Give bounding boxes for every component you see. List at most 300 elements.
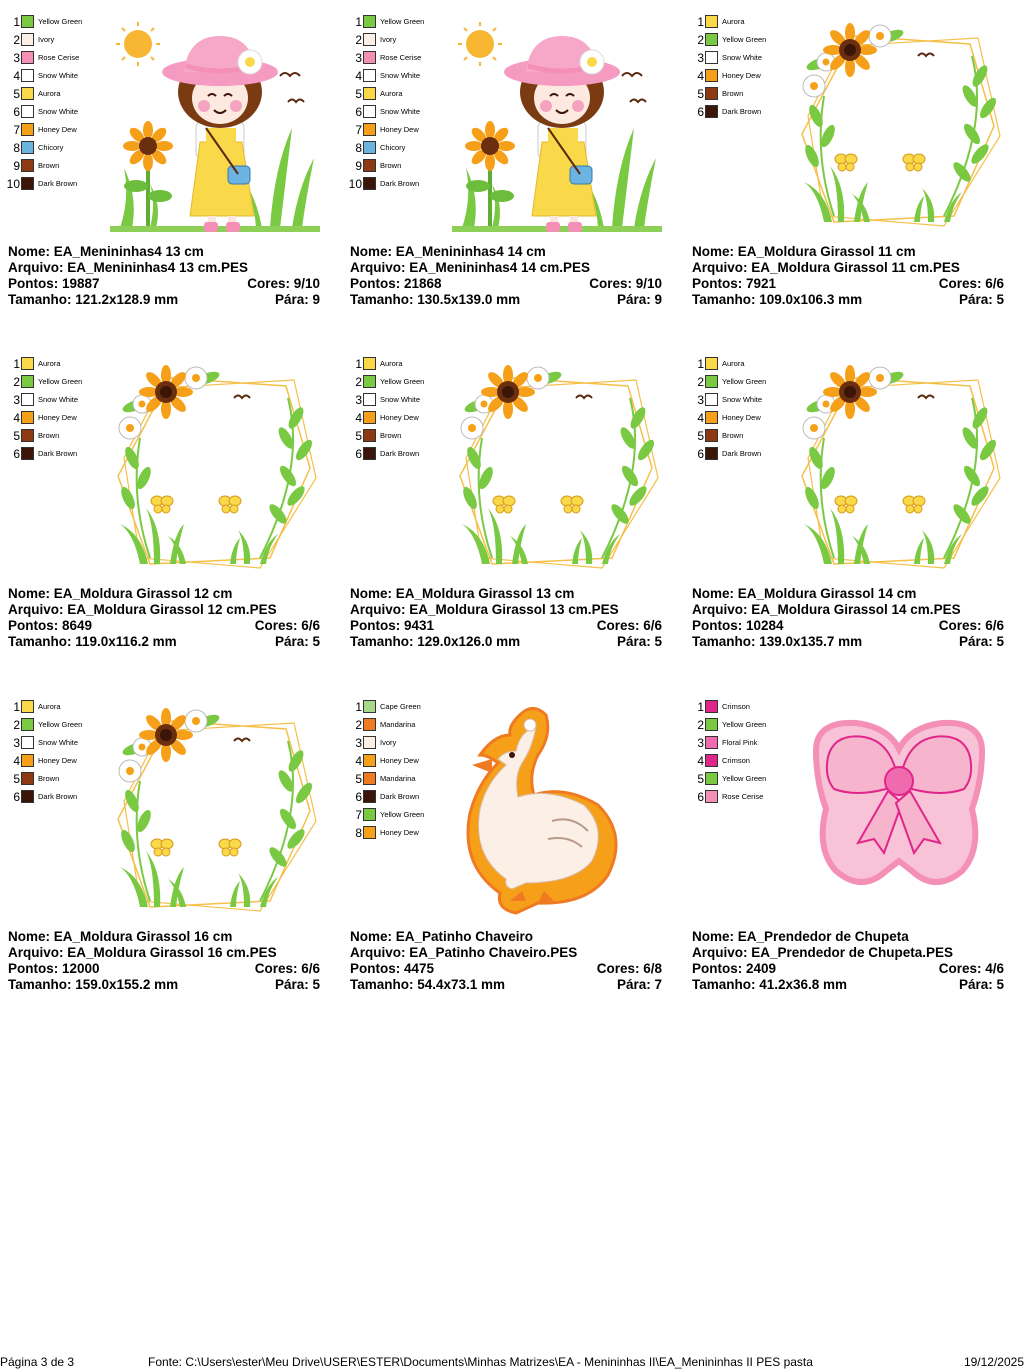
color-swatch <box>705 790 718 803</box>
design-size-left: Tamanho: 41.2x36.8 mm <box>692 977 848 992</box>
design-file-left: Arquivo: EA_Menininhas4 14 cm.PES <box>350 260 591 275</box>
thread-name: Dark Brown <box>380 792 420 801</box>
legend-number: 7 <box>355 123 362 137</box>
thread-name: Aurora <box>38 359 61 368</box>
design-info <box>8 244 320 308</box>
design-info <box>692 586 1004 650</box>
thread-name: Snow White <box>380 107 421 116</box>
stitch-count <box>350 618 662 634</box>
legend-number: 2 <box>13 375 20 389</box>
color-swatch <box>21 429 34 442</box>
design-file-left: Arquivo: EA_Moldura Girassol 16 cm.PES <box>8 945 277 960</box>
thread-name: Honey Dew <box>38 413 77 422</box>
design-file-left: Arquivo: EA_Moldura Girassol 14 cm.PES <box>692 602 961 617</box>
legend-number: 4 <box>697 754 704 768</box>
stitch-count <box>350 276 662 292</box>
stitch-count-left: Pontos: 8649 <box>8 618 93 633</box>
design-name-left: Nome: EA_Moldura Girassol 16 cm <box>8 929 233 944</box>
thread-name: Yellow Green <box>722 720 767 729</box>
legend-number: 10 <box>348 177 362 191</box>
stitch-count-right: Cores: 6/8 <box>596 961 662 976</box>
color-swatch <box>21 159 34 172</box>
color-swatch <box>705 754 718 767</box>
color-swatch <box>705 736 718 749</box>
legend-number: 5 <box>355 87 362 101</box>
stitch-count <box>8 276 320 292</box>
design-card <box>342 685 662 1005</box>
legend-number: 1 <box>355 15 362 29</box>
color-swatch <box>21 700 34 713</box>
design-name-left: Nome: EA_Menininhas4 14 cm <box>350 244 546 259</box>
design-card <box>0 0 320 320</box>
legend-number: 7 <box>13 123 20 137</box>
color-swatch <box>21 411 34 424</box>
color-swatch <box>21 87 34 100</box>
thread-name: Snow White <box>380 71 421 80</box>
color-swatch <box>363 51 376 64</box>
legend-number: 3 <box>697 736 704 750</box>
design-info <box>8 929 320 993</box>
stitch-count-right: Cores: 6/6 <box>938 618 1004 633</box>
embroidery-preview <box>452 16 662 232</box>
color-swatch <box>705 411 718 424</box>
thread-name: Brown <box>722 431 744 440</box>
thread-name: Yellow Green <box>722 35 767 44</box>
legend-number: 6 <box>13 447 20 461</box>
color-swatch <box>705 700 718 713</box>
legend-number: 1 <box>13 15 20 29</box>
design-file <box>8 602 320 618</box>
legend-number: 1 <box>13 700 20 714</box>
design-size-right: Pára: 5 <box>274 634 320 649</box>
thread-name: Dark Brown <box>380 449 420 458</box>
legend-number: 6 <box>13 790 20 804</box>
thread-name: Aurora <box>722 359 745 368</box>
legend-number: 4 <box>13 69 20 83</box>
stitch-count-left: Pontos: 2409 <box>692 961 777 976</box>
legend-number: 2 <box>355 375 362 389</box>
legend-number: 5 <box>697 87 704 101</box>
legend-number: 6 <box>355 447 362 461</box>
color-swatch <box>363 15 376 28</box>
design-name <box>692 929 1004 945</box>
color-swatch <box>363 700 376 713</box>
design-name <box>8 929 320 945</box>
legend-number: 8 <box>13 141 20 155</box>
embroidery-preview <box>794 16 1004 232</box>
design-size-left: Tamanho: 109.0x106.3 mm <box>692 292 863 307</box>
stitch-count-left: Pontos: 19887 <box>8 276 100 291</box>
color-swatch <box>705 87 718 100</box>
color-swatch <box>363 429 376 442</box>
thread-name: Ivory <box>380 35 397 44</box>
design-size-left: Tamanho: 139.0x135.7 mm <box>692 634 863 649</box>
design-file <box>350 945 662 961</box>
thread-name: Brown <box>38 161 60 170</box>
color-swatch <box>21 69 34 82</box>
design-size <box>350 634 662 650</box>
color-swatch <box>363 411 376 424</box>
stitch-count-left: Pontos: 21868 <box>350 276 442 291</box>
color-swatch <box>363 141 376 154</box>
design-file <box>8 260 320 276</box>
design-size <box>692 292 1004 308</box>
legend-number: 2 <box>697 718 704 732</box>
legend-number: 5 <box>13 87 20 101</box>
color-swatch <box>705 105 718 118</box>
design-file <box>692 602 1004 618</box>
design-info <box>350 244 662 308</box>
thread-name: Mandarina <box>380 720 416 729</box>
color-swatch <box>705 375 718 388</box>
stitch-count-left: Pontos: 7921 <box>692 276 777 291</box>
stitch-count-right: Cores: 6/6 <box>254 961 320 976</box>
legend-number: 4 <box>355 69 362 83</box>
page-number: Página 3 de 3 <box>0 1355 75 1369</box>
legend-number: 3 <box>697 393 704 407</box>
design-size-right: Pára: 5 <box>274 977 320 992</box>
color-swatch <box>705 718 718 731</box>
color-swatch <box>363 357 376 370</box>
design-name-left: Nome: EA_Moldura Girassol 12 cm <box>8 586 233 601</box>
design-size <box>692 634 1004 650</box>
thread-name: Snow White <box>380 395 421 404</box>
legend-number: 6 <box>355 105 362 119</box>
design-size-right: Pára: 7 <box>616 977 662 992</box>
legend-number: 2 <box>13 718 20 732</box>
embroidery-preview <box>452 358 662 574</box>
thread-name: Brown <box>722 89 744 98</box>
design-size-right: Pára: 5 <box>616 634 662 649</box>
thread-name: Aurora <box>722 17 745 26</box>
legend-number: 3 <box>13 51 20 65</box>
thread-name: Honey Dew <box>380 413 419 422</box>
thread-name: Snow White <box>38 395 79 404</box>
color-swatch <box>363 826 376 839</box>
color-swatch <box>705 393 718 406</box>
design-file-left: Arquivo: EA_Moldura Girassol 11 cm.PES <box>692 260 960 275</box>
color-swatch <box>363 177 376 190</box>
design-file-left: Arquivo: EA_Menininhas4 13 cm.PES <box>8 260 249 275</box>
legend-number: 8 <box>355 141 362 155</box>
color-swatch <box>363 772 376 785</box>
design-card <box>342 342 662 662</box>
legend-number: 6 <box>697 447 704 461</box>
thread-name: Brown <box>38 774 60 783</box>
color-swatch <box>705 15 718 28</box>
design-size <box>350 292 662 308</box>
embroidery-preview <box>794 358 1004 574</box>
color-swatch <box>21 790 34 803</box>
color-swatch <box>363 87 376 100</box>
design-size-right: Pára: 5 <box>958 292 1004 307</box>
design-size-left: Tamanho: 119.0x116.2 mm <box>8 634 177 649</box>
design-info <box>692 244 1004 308</box>
color-swatch <box>705 772 718 785</box>
stitch-count-left: Pontos: 4475 <box>350 961 435 976</box>
stitch-count-right: Cores: 9/10 <box>589 276 662 291</box>
embroidery-preview <box>110 701 320 917</box>
design-name-left: Nome: EA_Moldura Girassol 13 cm <box>350 586 575 601</box>
design-size-right: Pára: 9 <box>274 292 320 307</box>
design-name <box>350 244 662 260</box>
legend-number: 6 <box>697 790 704 804</box>
legend-number: 1 <box>13 357 20 371</box>
stitch-count-left: Pontos: 10284 <box>692 618 784 633</box>
design-size <box>8 977 320 993</box>
page-footer <box>0 1355 1024 1369</box>
design-card <box>684 0 1004 320</box>
color-swatch <box>705 357 718 370</box>
stitch-count-right: Cores: 9/10 <box>247 276 320 291</box>
design-card <box>342 0 662 320</box>
thread-name: Honey Dew <box>722 71 761 80</box>
design-size-left: Tamanho: 121.2x128.9 mm <box>8 292 179 307</box>
color-swatch <box>21 375 34 388</box>
thread-name: Dark Brown <box>38 792 78 801</box>
color-swatch <box>705 447 718 460</box>
stitch-count-left: Pontos: 9431 <box>350 618 435 633</box>
design-file <box>350 260 662 276</box>
thread-name: Aurora <box>38 702 61 711</box>
thread-name: Aurora <box>38 89 61 98</box>
design-name <box>8 586 320 602</box>
color-swatch <box>21 177 34 190</box>
stitch-count <box>692 276 1004 292</box>
design-card <box>0 685 320 1005</box>
source-path: Fonte: C:\Users\ester\Meu Drive\USER\ESTER\Documents\Minhas Matrizes\EA - Menininhas II\EA_Menininhas II PES pasta <box>148 1355 813 1369</box>
design-size-left: Tamanho: 130.5x139.0 mm <box>350 292 521 307</box>
legend-number: 3 <box>355 51 362 65</box>
design-name-left: Nome: EA_Prendedor de Chupeta <box>692 929 909 944</box>
design-size <box>350 977 662 993</box>
thread-name: Honey Dew <box>38 756 77 765</box>
design-name-left: Nome: EA_Menininhas4 13 cm <box>8 244 204 259</box>
color-swatch <box>363 736 376 749</box>
design-file-left: Arquivo: EA_Moldura Girassol 13 cm.PES <box>350 602 619 617</box>
legend-number: 4 <box>697 69 704 83</box>
thread-name: Mandarina <box>380 774 416 783</box>
color-swatch <box>21 447 34 460</box>
legend-number: 4 <box>13 411 20 425</box>
stitch-count-right: Cores: 6/6 <box>596 618 662 633</box>
color-swatch <box>363 69 376 82</box>
color-swatch <box>21 51 34 64</box>
design-info <box>692 929 1004 993</box>
legend-number: 6 <box>697 105 704 119</box>
color-swatch <box>363 718 376 731</box>
color-swatch <box>363 754 376 767</box>
legend-number: 9 <box>355 159 362 173</box>
legend-number: 5 <box>697 772 704 786</box>
thread-name: Brown <box>380 161 402 170</box>
legend-number: 6 <box>13 105 20 119</box>
color-swatch <box>363 447 376 460</box>
stitch-count-right: Cores: 6/6 <box>254 618 320 633</box>
legend-number: 1 <box>697 357 704 371</box>
stitch-count <box>692 618 1004 634</box>
legend-number: 2 <box>697 375 704 389</box>
design-file-left: Arquivo: EA_Prendedor de Chupeta.PES <box>692 945 954 960</box>
design-file <box>692 260 1004 276</box>
legend-number: 1 <box>697 700 704 714</box>
color-swatch <box>363 105 376 118</box>
design-name-left: Nome: EA_Moldura Girassol 14 cm <box>692 586 917 601</box>
thread-name: Rose Cerise <box>380 53 422 62</box>
legend-number: 9 <box>13 159 20 173</box>
stitch-count <box>8 618 320 634</box>
print-date: 19/12/2025 <box>963 1355 1024 1369</box>
legend-number: 5 <box>355 772 362 786</box>
thread-name: Honey Dew <box>380 828 419 837</box>
design-info <box>350 586 662 650</box>
stitch-count-right: Cores: 4/6 <box>938 961 1004 976</box>
embroidery-preview <box>110 358 320 574</box>
thread-name: Chicory <box>380 143 406 152</box>
design-size-right: Pára: 5 <box>958 977 1004 992</box>
color-swatch <box>363 790 376 803</box>
thread-name: Snow White <box>38 107 79 116</box>
thread-name: Snow White <box>722 53 763 62</box>
color-swatch <box>363 33 376 46</box>
sun-icon <box>458 22 502 66</box>
thread-name: Honey Dew <box>38 125 77 134</box>
thread-name: Dark Brown <box>722 449 762 458</box>
design-size <box>8 292 320 308</box>
color-swatch <box>21 105 34 118</box>
legend-number: 1 <box>355 357 362 371</box>
legend-number: 2 <box>355 33 362 47</box>
thread-name: Yellow Green <box>38 377 83 386</box>
legend-number: 3 <box>697 51 704 65</box>
thread-name: Brown <box>38 431 60 440</box>
legend-number: 10 <box>6 177 20 191</box>
design-name <box>350 929 662 945</box>
thread-name: Dark Brown <box>38 179 78 188</box>
design-card <box>0 342 320 662</box>
legend-number: 3 <box>355 736 362 750</box>
legend-number: 2 <box>355 718 362 732</box>
legend-number: 3 <box>355 393 362 407</box>
thread-name: Honey Dew <box>380 125 419 134</box>
thread-name: Chicory <box>38 143 64 152</box>
design-info <box>350 929 662 993</box>
legend-number: 1 <box>355 700 362 714</box>
color-swatch <box>21 15 34 28</box>
color-swatch <box>21 393 34 406</box>
legend-number: 3 <box>13 393 20 407</box>
color-swatch <box>705 33 718 46</box>
design-size <box>8 634 320 650</box>
design-name-left: Nome: EA_Moldura Girassol 11 cm <box>692 244 916 259</box>
thread-name: Rose Cerise <box>722 792 764 801</box>
thread-name: Dark Brown <box>380 179 420 188</box>
design-info <box>8 586 320 650</box>
color-swatch <box>363 393 376 406</box>
thread-name: Yellow Green <box>380 377 425 386</box>
design-card <box>684 342 1004 662</box>
sun-icon <box>116 22 160 66</box>
color-swatch <box>21 772 34 785</box>
design-name-left: Nome: EA_Patinho Chaveiro <box>350 929 534 944</box>
thread-name: Rose Cerise <box>38 53 80 62</box>
legend-number: 5 <box>13 429 20 443</box>
design-file-left: Arquivo: EA_Moldura Girassol 12 cm.PES <box>8 602 277 617</box>
design-size-left: Tamanho: 129.0x126.0 mm <box>350 634 521 649</box>
color-swatch <box>705 429 718 442</box>
color-swatch <box>705 51 718 64</box>
design-name <box>8 244 320 260</box>
thread-name: Floral Pink <box>722 738 758 747</box>
legend-number: 1 <box>697 15 704 29</box>
legend-number: 8 <box>355 826 362 840</box>
color-swatch <box>363 159 376 172</box>
legend-number: 4 <box>697 411 704 425</box>
legend-number: 4 <box>13 754 20 768</box>
legend-number: 4 <box>355 411 362 425</box>
design-file <box>692 945 1004 961</box>
thread-name: Ivory <box>380 738 397 747</box>
color-swatch <box>21 754 34 767</box>
design-file <box>350 602 662 618</box>
legend-number: 5 <box>355 429 362 443</box>
design-size-right: Pára: 9 <box>616 292 662 307</box>
design-size-left: Tamanho: 54.4x73.1 mm <box>350 977 506 992</box>
thread-name: Yellow Green <box>380 810 425 819</box>
thread-name: Yellow Green <box>38 720 83 729</box>
thread-name: Yellow Green <box>722 377 767 386</box>
legend-number: 5 <box>697 429 704 443</box>
design-name <box>350 586 662 602</box>
legend-number: 2 <box>13 33 20 47</box>
thread-name: Crimson <box>722 702 750 711</box>
legend-number: 2 <box>697 33 704 47</box>
legend-number: 5 <box>13 772 20 786</box>
design-size <box>692 977 1004 993</box>
thread-name: Cape Green <box>380 702 421 711</box>
legend-number: 7 <box>355 808 362 822</box>
legend-number: 3 <box>13 736 20 750</box>
thread-name: Ivory <box>38 35 55 44</box>
thread-name: Snow White <box>38 71 79 80</box>
legend-number: 6 <box>355 790 362 804</box>
color-swatch <box>705 69 718 82</box>
design-file-left: Arquivo: EA_Patinho Chaveiro.PES <box>350 945 578 960</box>
stitch-count <box>8 961 320 977</box>
thread-name: Honey Dew <box>380 756 419 765</box>
thread-name: Aurora <box>380 359 403 368</box>
embroidery-preview <box>794 701 1004 917</box>
color-swatch <box>363 808 376 821</box>
design-card <box>684 685 1004 1005</box>
color-swatch <box>21 357 34 370</box>
color-swatch <box>21 736 34 749</box>
color-swatch <box>363 375 376 388</box>
thread-name: Dark Brown <box>722 107 762 116</box>
design-size-left: Tamanho: 159.0x155.2 mm <box>8 977 179 992</box>
thread-name: Dark Brown <box>38 449 78 458</box>
thread-name: Yellow Green <box>380 17 425 26</box>
thread-name: Aurora <box>380 89 403 98</box>
design-file <box>8 945 320 961</box>
color-swatch <box>21 141 34 154</box>
color-swatch <box>363 123 376 136</box>
thread-name: Yellow Green <box>38 17 83 26</box>
stitch-count <box>350 961 662 977</box>
color-swatch <box>21 718 34 731</box>
embroidery-preview <box>452 701 662 917</box>
color-swatch <box>21 33 34 46</box>
